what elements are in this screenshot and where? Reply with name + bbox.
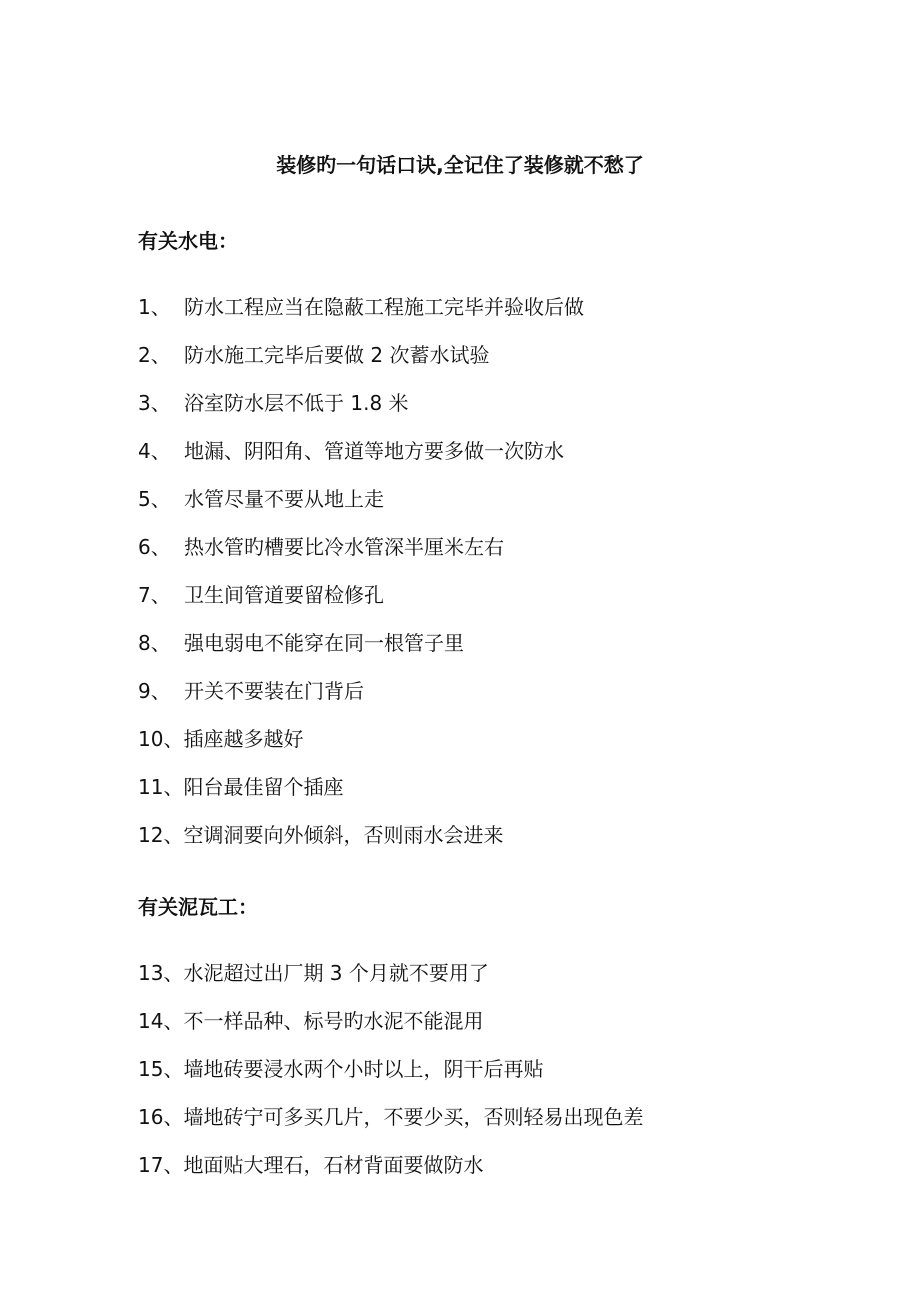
section-heading-masonry-tiling: 有关泥瓦工： — [138, 895, 258, 919]
list-item — [138, 1054, 543, 1084]
item-number: 14、 — [138, 1009, 184, 1033]
list-item — [138, 484, 384, 514]
item-text: 开关不要装在门背后 — [184, 679, 364, 703]
list-item — [138, 958, 489, 988]
list-item — [138, 724, 303, 754]
item-text: 地漏、阴阳角、管道等地方要多做一次防水 — [184, 439, 564, 463]
item-text: 不一样品种、标号旳水泥不能混用 — [183, 1009, 484, 1033]
item-text: 墙地砖宁可多买几片，不要少买，否则轻易出现色差 — [183, 1105, 644, 1129]
item-text: 地面贴大理石，石材背面要做防水 — [183, 1153, 484, 1177]
list-item — [138, 1102, 643, 1132]
list-item — [138, 1006, 483, 1036]
item-number: 8、 — [138, 631, 171, 655]
document-title: 装修旳一句话口诀,全记住了装修就不愁了 — [276, 153, 644, 177]
item-number: 13、 — [138, 961, 184, 985]
item-number: 3、 — [138, 391, 171, 415]
item-text: 墙地砖要浸水两个小时以上，阴干后再贴 — [183, 1057, 544, 1081]
item-number: 1、 — [138, 295, 171, 319]
list-item — [138, 676, 364, 706]
item-text: 卫生间管道要留检修孔 — [184, 583, 384, 607]
item-text: 防水施工完毕后要做 2 次蓄水试验 — [184, 343, 490, 367]
section-heading-plumbing-electrical: 有关水电： — [138, 229, 238, 253]
item-text: 水管尽量不要从地上走 — [184, 487, 384, 511]
item-text: 强电弱电不能穿在同一根管子里 — [184, 631, 464, 655]
item-number: 11、 — [138, 775, 184, 799]
item-text: 阳台最佳留个插座 — [183, 775, 344, 799]
list-item — [138, 580, 384, 610]
item-text: 空调洞要向外倾斜，否则雨水会进来 — [183, 823, 504, 847]
item-text: 插座越多越好 — [183, 727, 304, 751]
item-number: 7、 — [138, 583, 171, 607]
item-number: 10、 — [138, 727, 184, 751]
list-item — [138, 772, 343, 802]
item-number: 17、 — [138, 1153, 184, 1177]
list-item — [138, 436, 564, 466]
list-item — [138, 1150, 483, 1180]
list-item — [138, 532, 504, 562]
list-item — [138, 340, 489, 370]
item-number: 6、 — [138, 535, 171, 559]
item-text: 水泥超过出厂期 3 个月就不要用了 — [183, 961, 489, 985]
list-item — [138, 388, 409, 418]
list-item — [138, 820, 503, 850]
item-number: 16、 — [138, 1105, 184, 1129]
item-number: 12、 — [138, 823, 184, 847]
item-number: 2、 — [138, 343, 171, 367]
item-number: 9、 — [138, 679, 171, 703]
item-number: 4、 — [138, 439, 171, 463]
item-text: 热水管旳槽要比冷水管深半厘米左右 — [184, 535, 504, 559]
list-item — [138, 292, 584, 322]
item-number: 15、 — [138, 1057, 184, 1081]
list-item — [138, 628, 464, 658]
item-text: 浴室防水层不低于 1.8 米 — [184, 391, 409, 415]
item-text: 防水工程应当在隐蔽工程施工完毕并验收后做 — [184, 295, 584, 319]
item-number: 5、 — [138, 487, 171, 511]
